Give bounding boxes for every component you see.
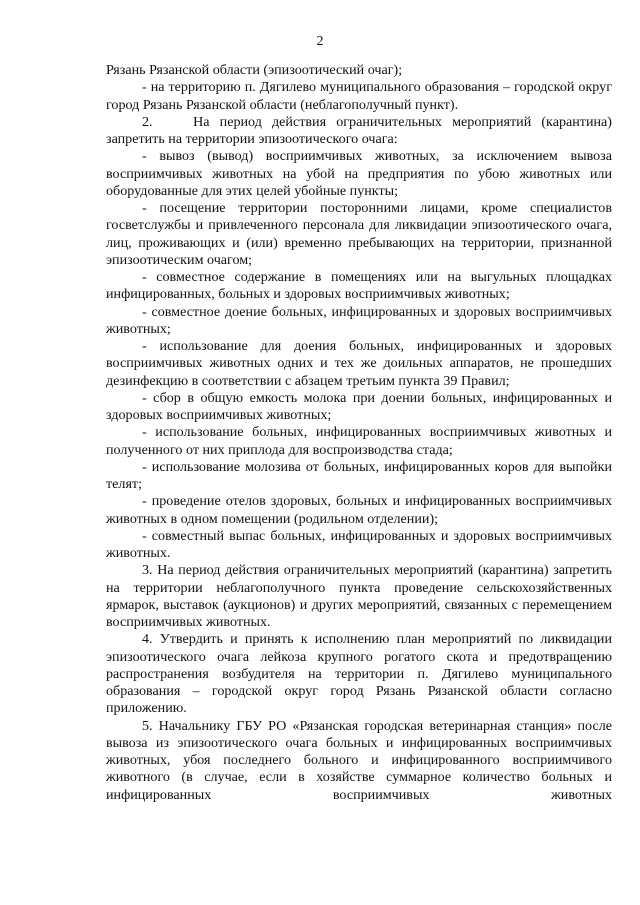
list-item-joint-keeping-ban: - совместное содержание в помещениях или на выгульных площадках инфицированных, больных и здоровых восприимчивых животных; xyxy=(106,269,612,303)
list-item-colostrum-ban: - использование молозива от больных, инфицированных коров для выпойки телят; xyxy=(106,458,612,492)
paragraph-item-4: 4. Утвердить и принять к исполнению план мероприятий по ликвидации эпизоотического очага лейкоза крупного рогатого скота и предотвращению распространения возбудителя на территории п. Дягилево муниципального образования – городской округ город Рязань Рязанской области согласно приложению. xyxy=(106,631,612,717)
paragraph-item-2: 2. На период действия ограничительных мероприятий (карантина) запретить на территории эпизоотического очага: xyxy=(106,113,612,147)
list-item-breeding-ban: - использование больных, инфицированных восприимчивых животных и полученного от них приплода для воспроизводства стада; xyxy=(106,424,612,458)
list-item-grazing-ban: - совместный выпас больных, инфицированных и здоровых восприимчивых животных. xyxy=(106,527,612,561)
paragraph-territory-item: - на территорию п. Дягилево муниципального образования – городской округ город Рязань Рязанской области (неблагополучный пункт). xyxy=(106,79,612,113)
list-item-visits-ban: - посещение территории посторонними лицами, кроме специалистов госветслужбы и привлеченного персонала для ликвидации эпизоотического очага, лиц, проживающих и (или) временно пребывающих на территории, признанной эпизоотическим очагом; xyxy=(106,200,612,268)
page-number: 2 xyxy=(316,34,324,49)
paragraph-item-5: 5. Начальнику ГБУ РО «Рязанская городская ветеринарная станция» после вывоза из эпизоотического очага больных и инфицированных восприимчивых животных, убоя последнего больного и инфицированного восприимчивого животного (в случае, если в хозяйстве суммарное количество больных и инфицированных восприимчивых животных xyxy=(106,717,612,803)
paragraph-continuation: Рязань Рязанской области (эпизоотический очаг); xyxy=(106,62,403,78)
paragraph-item-3: 3. На период действия ограничительных мероприятий (карантина) запретить на территории неблагополучного пункта проведение сельскохозяйственных ярмарок, выставок (аукционов) и других мероприятий, связанных с перемещением восприимчивых животных. xyxy=(106,562,612,630)
document-body xyxy=(106,62,612,804)
list-item-calving-ban: - проведение отелов здоровых, больных и инфицированных восприимчивых животных в одном помещении (родильном отделении); xyxy=(106,493,612,527)
list-item-joint-milking-ban: - совместное доение больных, инфицированных и здоровых восприимчивых животных; xyxy=(106,303,612,337)
list-item-milk-collection-ban: - сбор в общую емкость молока при доении больных, инфицированных и здоровых восприимчивых животных; xyxy=(106,389,612,423)
list-item-milking-equipment-ban: - использование для доения больных, инфицированных и здоровых восприимчивых животных одних и тех же доильных аппаратов, не прошедших дезинфекцию в соответствии с абзацем третьим пункта 39 Правил; xyxy=(106,338,612,389)
list-item-export-ban: - вывоз (вывод) восприимчивых животных, за исключением вывоза восприимчивых животных на убой на предприятия по убою животных или оборудованные для этих целей убойные пункты; xyxy=(106,148,612,199)
